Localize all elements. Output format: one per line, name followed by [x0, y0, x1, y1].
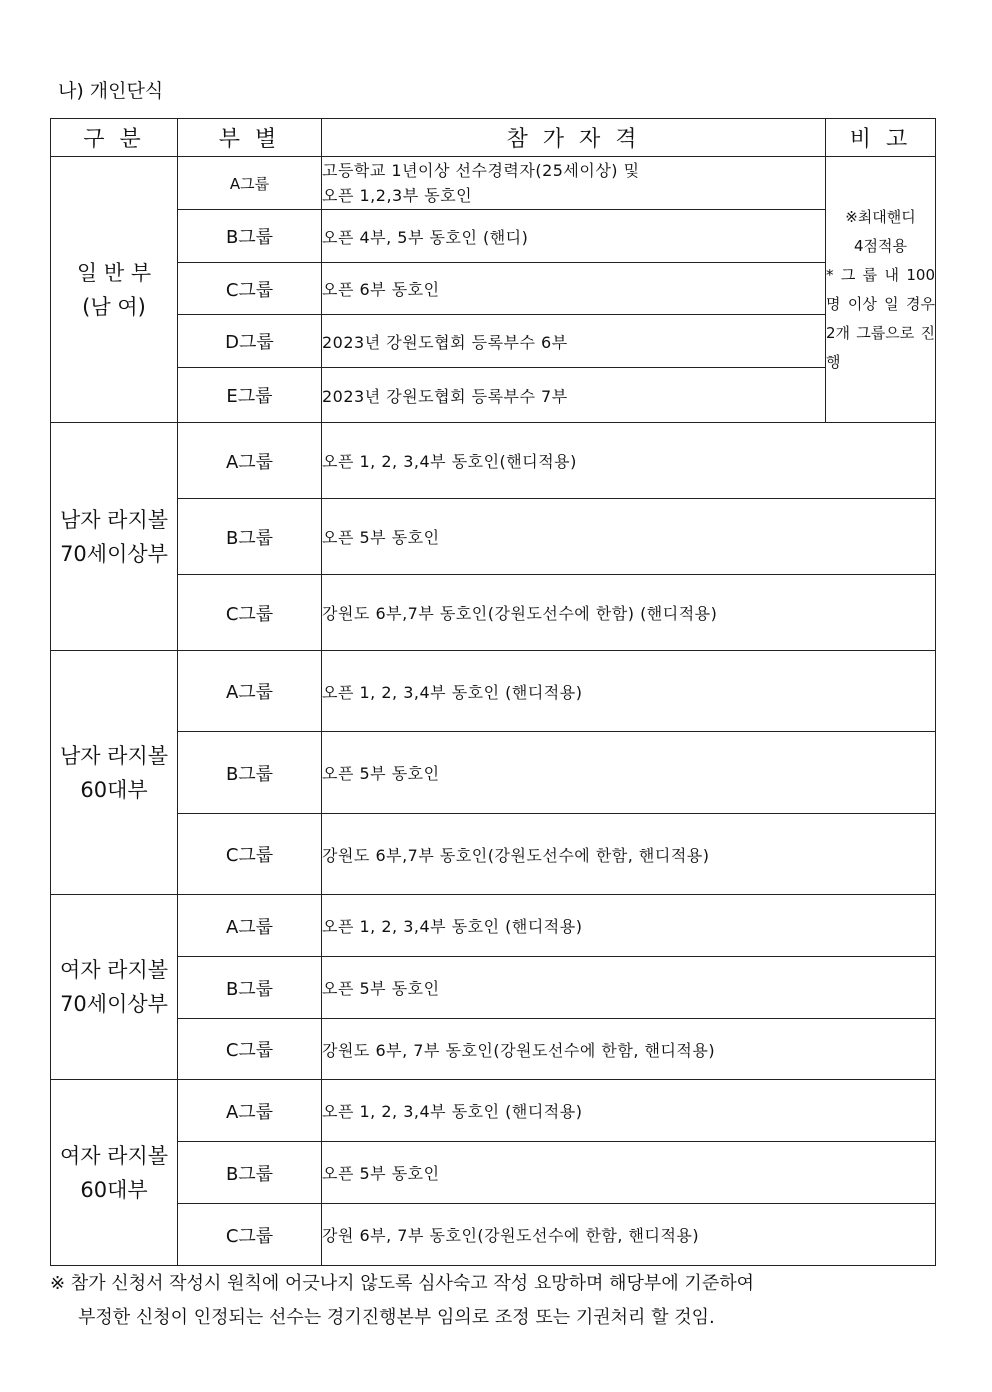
division-cell — [51, 423, 178, 651]
group-cell: C그룹 — [178, 263, 322, 315]
qualification-cell — [322, 157, 826, 210]
header-division: 부 별 — [178, 119, 322, 157]
group-cell: B그룹 — [178, 957, 322, 1019]
table-row — [51, 1080, 936, 1142]
qualification-cell: 2023년 강원도협회 등록부수 7부 — [322, 368, 826, 423]
division-subname: 70세이상부 — [60, 541, 168, 566]
division-subname: 60대부 — [80, 777, 148, 802]
section-heading: 나) 개인단식 — [58, 80, 164, 102]
table-row — [51, 1019, 936, 1080]
table-row — [51, 210, 936, 263]
header-category: 구 분 — [51, 119, 178, 157]
table-row — [51, 814, 936, 895]
qualification-cell: 오픈 1, 2, 3,4부 동호인 (핸디적용) — [322, 895, 936, 957]
group-cell: C그룹 — [178, 814, 322, 895]
footer-line: 부정한 신청이 인정되는 선수는 경기진행본부 임의로 조정 또는 기권처리 할 것임. — [78, 1307, 715, 1328]
division-name: 여자 라지볼 — [59, 1143, 169, 1168]
division-name: 남자 라지볼 — [59, 507, 169, 532]
qualification-cell: 오픈 1, 2, 3,4부 동호인 (핸디적용) — [322, 651, 936, 732]
division-cell — [51, 157, 178, 423]
group-cell: A그룹 — [178, 895, 322, 957]
group-cell: B그룹 — [178, 499, 322, 575]
division-cell — [51, 1080, 178, 1266]
qualification-line: 오픈 1,2,3부 동호인 — [322, 186, 473, 205]
qualification-cell: 강원도 6부,7부 동호인(강원도선수에 한함, 핸디적용) — [322, 814, 936, 895]
qualification-cell: 오픈 1, 2, 3,4부 동호인 (핸디적용) — [322, 1080, 936, 1142]
remarks-line: ※최대핸디 — [845, 207, 916, 226]
group-cell: B그룹 — [178, 210, 322, 263]
table-row — [51, 499, 936, 575]
qualification-cell: 2023년 강원도협회 등록부수 6부 — [322, 315, 826, 368]
qualification-cell: 오픈 6부 동호인 — [322, 263, 826, 315]
division-subname: 70세이상부 — [60, 992, 168, 1016]
table-row — [51, 157, 936, 210]
table-row — [51, 651, 936, 732]
table-row — [51, 423, 936, 499]
division-subname: (남 여) — [82, 294, 146, 319]
division-name: 남자 라지볼 — [59, 743, 169, 768]
table-row — [51, 1142, 936, 1204]
group-cell: A그룹 — [178, 157, 322, 210]
qualification-cell: 오픈 5부 동호인 — [322, 957, 936, 1019]
table-row — [51, 575, 936, 651]
table-row — [51, 1204, 936, 1266]
table-row — [51, 368, 936, 423]
qualification-cell: 오픈 5부 동호인 — [322, 499, 936, 575]
footer-note — [50, 1267, 950, 1335]
group-cell: E그룹 — [178, 368, 322, 423]
header-remarks: 비 고 — [826, 119, 936, 157]
group-cell: C그룹 — [178, 575, 322, 651]
table-row — [51, 263, 936, 315]
group-cell: A그룹 — [178, 1080, 322, 1142]
division-subname: 60대부 — [80, 1177, 148, 1202]
division-cell — [51, 651, 178, 895]
group-cell: A그룹 — [178, 651, 322, 732]
entry-qualification-table — [50, 118, 936, 1266]
group-cell: D그룹 — [178, 315, 322, 368]
qualification-cell: 오픈 5부 동호인 — [322, 1142, 936, 1204]
qualification-cell: 강원도 6부,7부 동호인(강원도선수에 한함) (핸디적용) — [322, 575, 936, 651]
group-cell: B그룹 — [178, 732, 322, 814]
table-row — [51, 957, 936, 1019]
group-cell: A그룹 — [178, 423, 322, 499]
footer-line: ※ 참가 신청서 작성시 원칙에 어긋나지 않도록 심사숙고 작성 요망하며 해당부에 기준하여 — [50, 1273, 754, 1294]
remarks-cell — [826, 157, 936, 423]
qualification-cell: 강원도 6부, 7부 동호인(강원도선수에 한함, 핸디적용) — [322, 1019, 936, 1080]
division-name: 일 반 부 — [76, 260, 152, 285]
qualification-cell: 강원 6부, 7부 동호인(강원도선수에 한함, 핸디적용) — [322, 1204, 936, 1266]
qualification-line: 고등학교 1년이상 선수경력자(25세이상) 및 — [322, 161, 640, 180]
remarks-line: 4점적용 — [853, 236, 907, 255]
qualification-cell: 오픈 1, 2, 3,4부 동호인(핸디적용) — [322, 423, 936, 499]
table-header-row — [51, 119, 936, 157]
table-row — [51, 895, 936, 957]
group-cell: C그룹 — [178, 1204, 322, 1266]
division-cell — [51, 895, 178, 1080]
header-qualification: 참 가 자 격 — [322, 119, 826, 157]
group-cell: B그룹 — [178, 1142, 322, 1204]
qualification-cell: 오픈 5부 동호인 — [322, 732, 936, 814]
table-row — [51, 732, 936, 814]
group-cell: C그룹 — [178, 1019, 322, 1080]
remarks-line: * 그 룹 내 100명 이상 일 경우 2개 그룹으로 진행 — [826, 265, 935, 371]
division-name: 여자 라지볼 — [59, 958, 169, 982]
table-row — [51, 315, 936, 368]
qualification-cell: 오픈 4부, 5부 동호인 (핸디) — [322, 210, 826, 263]
